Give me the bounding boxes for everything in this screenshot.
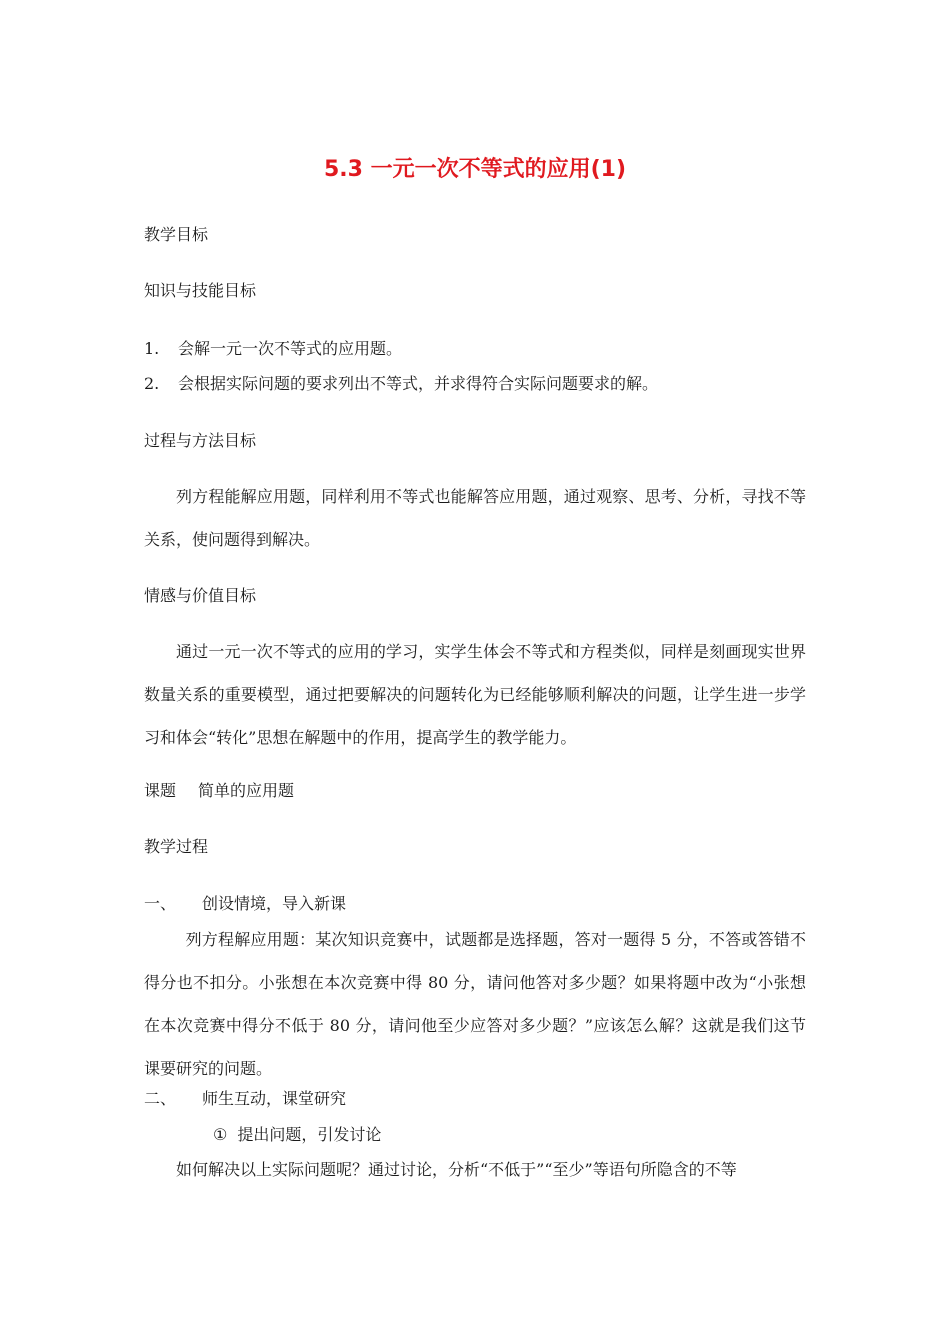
step-1-heading [144,894,346,914]
step-2-heading [144,1089,346,1109]
subheading-emotion-goals: 情感与价值目标 [144,586,257,605]
topic-text: 简单的应用题 [198,781,295,800]
topic-line [144,781,294,801]
section-heading-goals: 教学目标 [144,225,209,244]
sub-step-title: 提出问题，引发讨论 [237,1125,382,1144]
process-goals-paragraph: 列方程能解应用题，同样利用不等式也能解答应用题，通过观察、思考、分析，寻找不等关系，使问题得到解决。 [144,487,806,549]
step-title: 创设情境，导入新课 [202,894,347,913]
section-heading-teaching-process: 教学过程 [144,837,209,856]
knowledge-item-2 [144,374,658,394]
list-number: 1. [144,339,160,358]
list-number: 2. [144,374,160,393]
sub-step-1 [213,1125,381,1145]
discussion-paragraph: 如何解决以上实际问题呢？通过讨论，分析“不低于”“至少”等语句所隐含的不等 [176,1160,737,1179]
step-1-paragraph: 列方程解应用题：某次知识竞赛中，试题都是选择题，答对一题得 5 分，不答或答错不得分也不扣分。小张想在本次竞赛中得 80 分，请问他答对多少题？如果将题中改为“小张想在本次竞赛中得分不低于 80 分，请问他至少应答对多少题？”应该怎么解？这就是我们这节课要研究的问题。 [144,930,806,1078]
emotion-goals-paragraph: 通过一元一次不等式的应用的学习，实学生体会不等式和方程类似，同样是刻画现实世界数量关系的重要模型，通过把要解决的问题转化为已经能够顺利解决的问题，让学生进一步学习和体会“转化”思想在解题中的作用，提高学生的教学能力。 [144,642,806,747]
list-item-text: 会根据实际问题的要求列出不等式，并求得符合实际问题要求的解。 [178,374,659,393]
subheading-knowledge-goals: 知识与技能目标 [144,281,257,300]
step-number: 一、 [144,894,177,913]
knowledge-item-1 [144,339,402,359]
circled-number: ① [213,1125,228,1144]
step-title: 师生互动，课堂研究 [202,1089,347,1108]
list-item-text: 会解一元一次不等式的应用题。 [178,339,403,358]
step-number: 二、 [144,1089,177,1108]
topic-label: 课题 [144,781,177,800]
subheading-process-goals: 过程与方法目标 [144,431,257,450]
document-title: 5.3 一元一次不等式的应用(1) [323,157,627,182]
